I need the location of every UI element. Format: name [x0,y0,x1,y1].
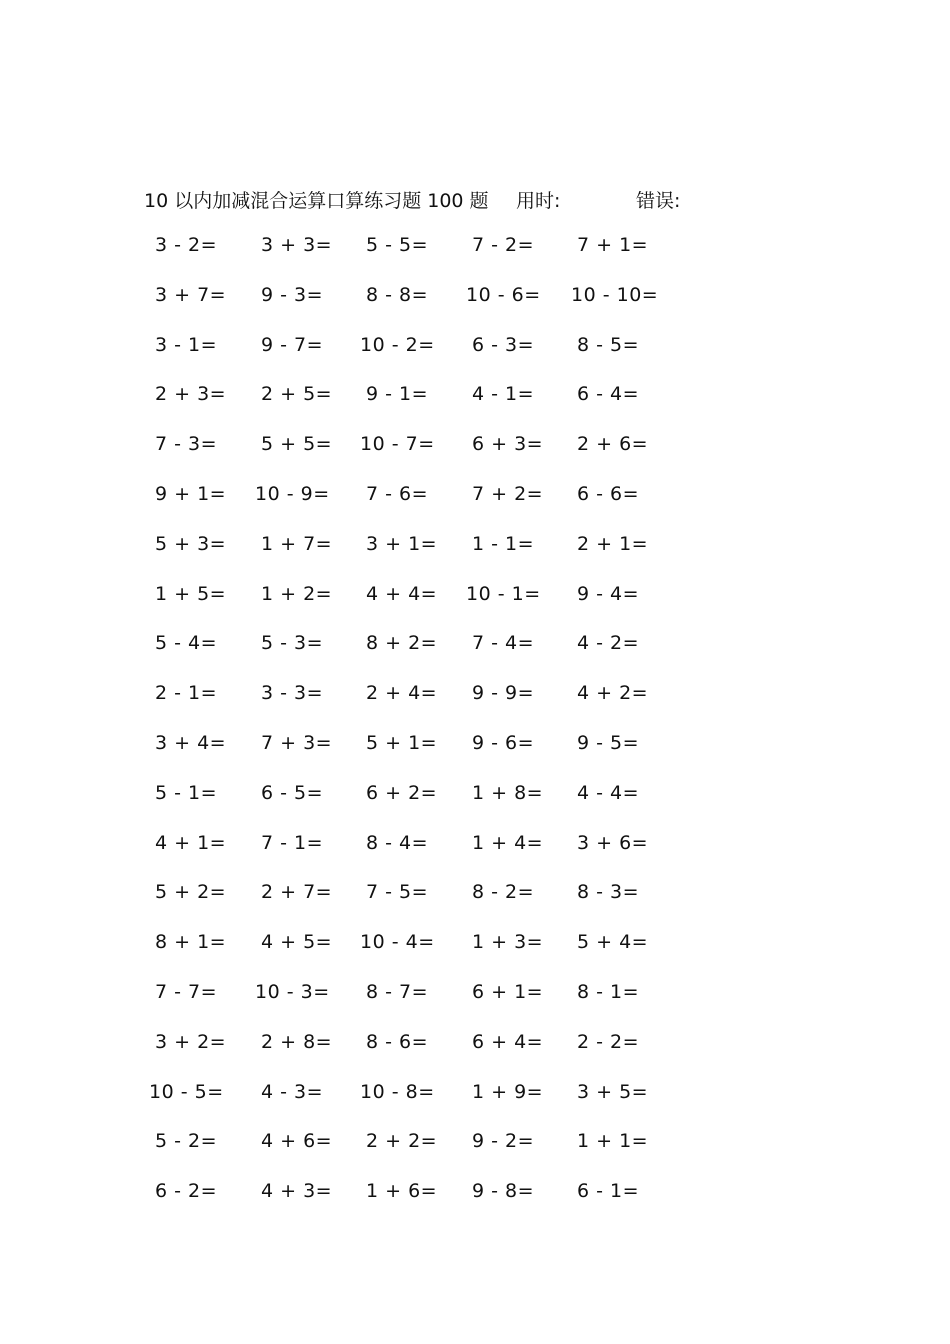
problem-item: 8 - 7= [366,980,429,1003]
problem-item: 10 - 6= [466,283,541,306]
problem-row [0,881,950,931]
problem-item: 6 - 5= [261,781,324,804]
problem-item: 2 + 2= [366,1130,438,1153]
problem-item: 5 - 4= [155,632,218,655]
problem-item: 6 - 6= [577,482,640,505]
problem-row [0,782,950,832]
problem-item: 7 - 5= [366,881,429,904]
problem-grid [0,234,950,1230]
problem-row [0,334,950,384]
problem-item: 7 - 7= [155,980,218,1003]
problem-item: 3 - 2= [155,234,218,256]
problem-item: 7 + 2= [472,482,544,505]
problem-item: 9 - 7= [261,333,324,356]
problem-item: 6 + 2= [366,781,438,804]
problem-item: 1 + 5= [155,582,227,605]
problem-row [0,533,950,583]
problem-row [0,1031,950,1081]
problem-item: 2 + 1= [577,532,649,555]
problem-row [0,632,950,682]
problem-item: 3 + 7= [155,283,227,306]
problem-row [0,1180,950,1230]
problem-item: 2 + 5= [261,383,333,406]
problem-item: 4 - 2= [577,632,640,655]
problem-item: 8 - 2= [472,881,535,904]
problem-item: 8 + 2= [366,632,438,655]
problem-item: 7 - 1= [261,831,324,854]
problem-item: 1 + 4= [472,831,544,854]
problem-row [0,284,950,334]
problem-item: 6 + 4= [472,1030,544,1053]
problem-item: 5 + 3= [155,532,227,555]
problem-item: 4 + 5= [261,931,333,954]
problem-item: 1 + 1= [577,1130,649,1153]
problem-item: 4 + 6= [261,1130,333,1153]
problem-item: 8 - 3= [577,881,640,904]
problem-item: 5 - 5= [366,234,429,256]
problem-item: 3 - 3= [261,682,324,705]
problem-item: 2 + 4= [366,682,438,705]
problem-item: 3 + 1= [366,532,438,555]
problem-item: 9 + 1= [155,482,227,505]
problem-row [0,981,950,1031]
problem-item: 6 + 3= [472,433,544,456]
problem-item: 10 - 10= [571,283,659,306]
problem-item: 2 + 3= [155,383,227,406]
problem-row [0,433,950,483]
problem-item: 9 - 1= [366,383,429,406]
problem-item: 2 + 6= [577,433,649,456]
problem-item: 10 - 8= [360,1080,435,1103]
problem-item: 10 - 2= [360,333,435,356]
problem-item: 9 - 2= [472,1130,535,1153]
problem-item: 1 + 2= [261,582,333,605]
problem-item: 6 - 2= [155,1180,218,1203]
problem-item: 10 - 5= [149,1080,224,1103]
problem-item: 5 + 4= [577,931,649,954]
problem-item: 6 + 1= [472,980,544,1003]
problem-row [0,732,950,782]
problem-item: 5 + 5= [261,433,333,456]
problem-item: 2 - 2= [577,1030,640,1053]
problem-row [0,832,950,882]
problem-item: 4 + 4= [366,582,438,605]
problem-item: 10 - 9= [255,482,330,505]
problem-item: 10 - 3= [255,980,330,1003]
problem-item: 6 - 1= [577,1180,640,1203]
worksheet-title: 10 以内加减混合运算口算练习题 100 题 [144,190,489,212]
problem-item: 1 + 7= [261,532,333,555]
worksheet-header [144,186,764,216]
problem-row [0,383,950,433]
problem-item: 3 + 5= [577,1080,649,1103]
problem-item: 10 - 1= [466,582,541,605]
problem-item: 8 - 8= [366,283,429,306]
problem-item: 9 - 6= [472,731,535,754]
problem-item: 1 + 8= [472,781,544,804]
problem-item: 5 - 3= [261,632,324,655]
problem-item: 9 - 9= [472,682,535,705]
problem-item: 7 - 4= [472,632,535,655]
problem-item: 8 - 4= [366,831,429,854]
problem-item: 10 - 4= [360,931,435,954]
problem-item: 4 - 3= [261,1080,324,1103]
problem-row [0,1130,950,1180]
problem-item: 3 + 2= [155,1030,227,1053]
problem-item: 5 - 2= [155,1130,218,1153]
problem-item: 1 + 9= [472,1080,544,1103]
problem-item: 5 + 2= [155,881,227,904]
problem-item: 4 + 2= [577,682,649,705]
problem-item: 3 + 4= [155,731,227,754]
problem-item: 1 - 1= [472,532,535,555]
problem-item: 9 - 4= [577,582,640,605]
problem-item: 6 - 4= [577,383,640,406]
problem-item: 4 - 1= [472,383,535,406]
problem-item: 7 - 6= [366,482,429,505]
problem-item: 7 - 3= [155,433,218,456]
problem-row [0,1081,950,1131]
problem-row [0,583,950,633]
errors-label: 错误: [636,190,681,212]
problem-item: 3 + 3= [261,234,333,256]
problem-item: 4 + 3= [261,1180,333,1203]
problem-row [0,682,950,732]
problem-item: 8 - 1= [577,980,640,1003]
problem-item: 5 + 1= [366,731,438,754]
problem-item: 5 - 1= [155,781,218,804]
problem-item: 7 + 3= [261,731,333,754]
problem-item: 6 - 3= [472,333,535,356]
problem-row [0,483,950,533]
problem-item: 8 + 1= [155,931,227,954]
problem-item: 9 - 8= [472,1180,535,1203]
problem-item: 4 - 4= [577,781,640,804]
problem-item: 4 + 1= [155,831,227,854]
problem-item: 2 - 1= [155,682,218,705]
problem-item: 8 - 5= [577,333,640,356]
problem-item: 7 + 1= [577,234,649,256]
problem-item: 7 - 2= [472,234,535,256]
problem-item: 10 - 7= [360,433,435,456]
problem-item: 3 + 6= [577,831,649,854]
problem-item: 2 + 7= [261,881,333,904]
problem-item: 8 - 6= [366,1030,429,1053]
problem-item: 9 - 3= [261,283,324,306]
problem-item: 2 + 8= [261,1030,333,1053]
problem-item: 1 + 3= [472,931,544,954]
problem-row [0,931,950,981]
time-used-label: 用时: [516,190,561,212]
problem-row [0,234,950,284]
problem-item: 1 + 6= [366,1180,438,1203]
problem-item: 3 - 1= [155,333,218,356]
problem-item: 9 - 5= [577,731,640,754]
